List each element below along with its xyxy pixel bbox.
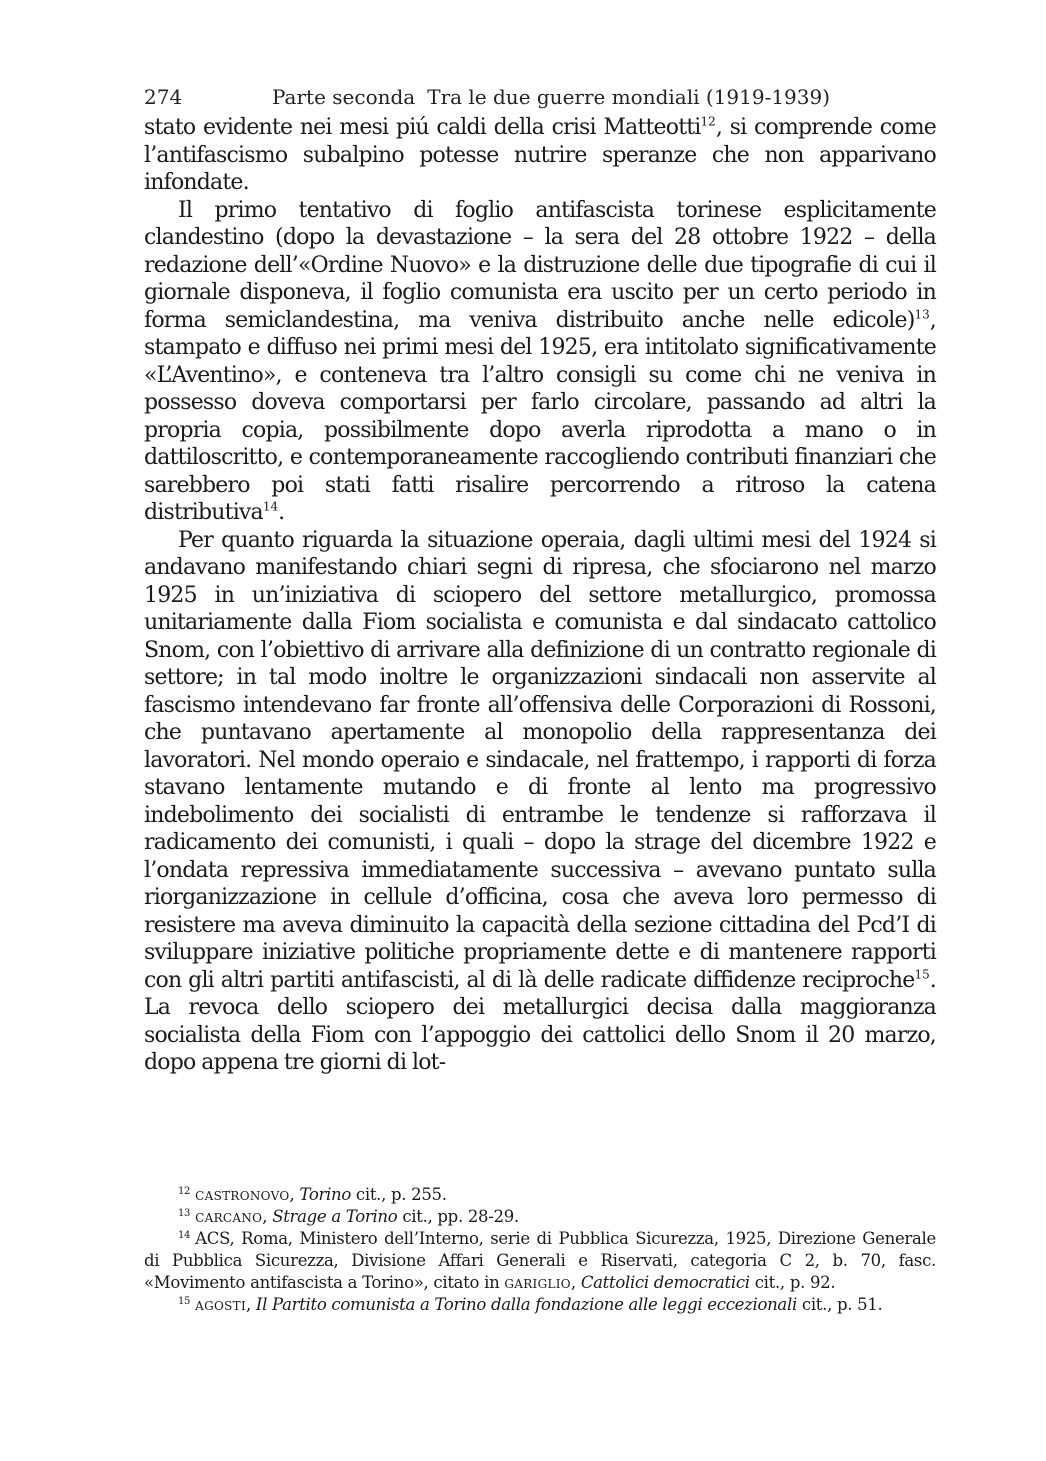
footnote-number: 13	[178, 1207, 191, 1219]
body-text	[144, 114, 936, 1077]
footnote: $^{14}$ ACS, Roma, Ministero dell’Interno, serie di Pubblica Sicurezza, 1925, Direzione Generale di Pubblica Sicurezza, Divisione Affari Generali e Riservati, categoria C 2, b. 70, fasc. «Movimento antifascista a Torino», citato in gariglio, Cattolici democratici cit., p. 92.	[144, 1229, 936, 1292]
section-label: Parte seconda	[272, 85, 416, 109]
running-head	[144, 84, 936, 110]
footnote-ref[interactable]: 12	[700, 114, 716, 129]
footnotes	[144, 1184, 936, 1316]
footnote: $^{13}$ carcano, Strage a Torino cit., pp. 28-29.	[178, 1207, 519, 1226]
footnote-author: castronovo	[195, 1185, 290, 1204]
footnote-author: gariglio	[504, 1273, 571, 1292]
footnote-ref[interactable]: 15	[914, 967, 930, 982]
footnote: $^{12}$ castronovo, Torino cit., p. 255.	[178, 1185, 447, 1204]
footnote-number: 14	[178, 1229, 191, 1241]
footnote-number: 12	[178, 1185, 191, 1197]
footnote-author: carcano	[195, 1207, 263, 1226]
footnote-title: Il Partito comunista a Torino dalla fondazione alle leggi eccezionali	[255, 1295, 797, 1314]
footnote-title: Cattolici democratici	[580, 1273, 750, 1292]
footnote-ref[interactable]: 13	[914, 307, 930, 322]
page-number: 274	[144, 85, 183, 109]
paragraph: stato evidente nei mesi piú caldi della crisi Matteotti$^{12}$, si comprende come l’antifascismo subalpino potesse nutrire speranze che non apparivano infondate.	[144, 114, 936, 195]
footnote: $^{15}$ agosti, Il Partito comunista a Torino dalla fondazione alle leggi eccezionali cit., p. 51.	[178, 1295, 883, 1314]
footnote-author: agosti	[195, 1295, 246, 1314]
footnote-ref[interactable]: 14	[262, 499, 279, 514]
footnote-title: Torino	[299, 1185, 351, 1204]
book-page	[144, 84, 936, 1077]
paragraph: Per quanto riguarda la situazione operaia, dagli ultimi mesi del 1924 si andavano manifestando chiari segni di ripresa, che sfociarono nel marzo 1925 in un’iniziativa di sciopero del settore metallurgico, promossa unitariamente dalla Fiom socialista e comunista e dal sindacato cattolico Snom, con l’obiettivo di arrivare alla definizione di un contratto regionale di settore; in tal modo inoltre le organizzazioni sindacali non asservite al fascismo intendevano far fronte all’offensiva delle Corporazioni di Rossoni, che puntavano apertamente al monopolio della rappresentanza dei lavoratori. Nel mondo operaio e sindacale, nel frattempo, i rapporti di forza stavano lentamente mutando e di fronte al lento ma progressivo indebolimento dei socialisti di entrambe le tendenze si rafforzava il radicamento dei comunisti, i quali – dopo la strage del dicembre 1922 e l’ondata repressiva immediatamente successiva – avevano puntato sulla riorganizzazione in cellule d’officina, cosa che aveva loro permesso di resistere ma aveva diminuito la capacità della sezione cittadina del Pcd’I di sviluppare iniziative politiche propriamente dette e di mantenere rapporti con gli altri partiti antifascisti, al di là delle radicate diffidenze reciproche$^{15}$. La revoca dello sciopero dei metallurgici decisa dalla maggioranza socialista della Fiom con l’appoggio dei cattolici dello Snom il 20 marzo, dopo appena tre giorni di lot-	[144, 527, 936, 1075]
section-title: Tra le due guerre mondiali (1919-1939)	[427, 85, 831, 109]
footnote-number: 15	[178, 1295, 191, 1307]
paragraph: Il primo tentativo di foglio antifascista torinese esplicitamente clandestino (dopo la devastazione – la sera del 28 ottobre 1922 – della redazione dell’«Ordine Nuovo» e la distruzione delle due tipografie di cui il giornale disponeva, il foglio comunista era uscito per un certo periodo in forma semiclandestina, ma veniva distribuito anche nelle edicole)$^{13}$, stampato e diffuso nei primi mesi del 1925, era intitolato significativamente «L’Aventino», e conteneva tra l’altro consigli su come chi ne veniva in possesso doveva comportarsi per farlo circolare, passando ad altri la propria copia, possibilmente dopo averla riprodotta a mano o in dattiloscritto, e contemporaneamente raccogliendo contributi finanziari che sarebbero poi stati fatti risalire percorrendo a ritroso la catena distributiva$^{14}$.	[144, 197, 936, 525]
footnote-title: Strage a Torino	[272, 1207, 398, 1226]
